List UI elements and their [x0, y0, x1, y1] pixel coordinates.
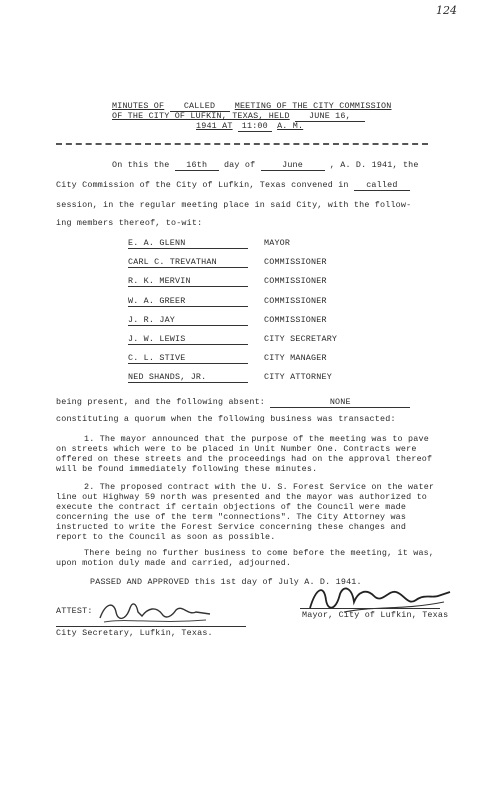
roster-title: COMMISSIONER [264, 296, 327, 306]
header-minutes-of: MINUTES OF [112, 101, 165, 111]
dashed-separator [56, 143, 428, 145]
page-number: 124 [436, 4, 457, 17]
roster-title: MAYOR [264, 238, 291, 248]
roster-row [128, 276, 428, 288]
passed-approved-line: PASSED AND APPROVED this 1st day of July A. D. 1941. [90, 577, 362, 587]
mayor-caption: Mayor, City of Lufkin, Texas [302, 610, 449, 620]
item-number: 2. [84, 482, 95, 492]
absent-line [56, 397, 410, 408]
roster-row [128, 238, 428, 250]
intro-year: , A. D. 1941, the [329, 160, 419, 170]
header-time: 11:00 [241, 121, 268, 131]
intro-month: June [282, 160, 303, 170]
intro-line-2 [56, 180, 410, 191]
adjournment-text: There being no further business to come before the meeting, it was, upon motion duly made and carried, adjourned. [56, 548, 435, 568]
roster-row [128, 353, 428, 365]
item-text: The mayor announced that the purpose of the meeting was to pave on streets which were to be placed in Unit Number One. Contracts were offered on these streets and the proceedings had on the approval thereof will be found immediately following these minutes. [56, 434, 433, 474]
roster-title: CITY SECRETARY [264, 334, 338, 344]
mayor-signature-line [300, 608, 440, 609]
roster-name: NED SHANDS, JR. [128, 372, 248, 383]
roster-name: W. A. GREER [128, 296, 248, 307]
header-city: OF THE CITY OF LUFKIN, TEXAS, HELD [112, 111, 290, 121]
business-item [56, 482, 440, 542]
attest-label: ATTEST: [56, 606, 93, 616]
header-date: JUNE 16, [309, 111, 351, 121]
roster-name: J. R. JAY [128, 315, 248, 326]
intro-line-3: session, in the regular meeting place in said City, with the follow- [56, 200, 412, 210]
roster-row [128, 315, 428, 327]
item-number: 1. [84, 434, 95, 444]
intro-day-of: day of [223, 160, 256, 170]
intro-day: 16th [186, 160, 208, 170]
header-am: A. M. [277, 121, 304, 131]
intro-line-4: ing members thereof, to-wit: [56, 218, 203, 228]
roster-row [128, 334, 428, 346]
item-text: The proposed contract with the U. S. Forest Service on the water line out Highway 59 north was presented and the mayor was authorized to execute the contract if certain objections of the Council were made concerning the use of the term "connections". The City Attorney was instructed to write the Forest Service concerning these changes and report to the Council as soon as possible. [56, 482, 435, 542]
header-line-3 [196, 121, 303, 132]
secretary-signature [96, 598, 216, 626]
absent-label: being present, and the following absent: [56, 397, 266, 407]
intro-on-this: On this the [112, 160, 170, 170]
roster-name: R. K. MERVIN [128, 276, 248, 287]
header-meeting-of: MEETING OF THE CITY COMMISSION [234, 101, 392, 111]
absent-value: NONE [329, 397, 351, 407]
header-meeting-type: CALLED [183, 101, 216, 111]
roster-row [128, 372, 428, 384]
header-year-at: 1941 AT [196, 121, 233, 131]
roster-title: COMMISSIONER [264, 257, 327, 267]
roster-title: CITY MANAGER [264, 353, 327, 363]
quorum-line: constituting a quorum when the following business was transacted: [56, 414, 396, 424]
roster-name: J. W. LEWIS [128, 334, 248, 345]
intro-convened: City Commission of the City of Lufkin, Texas convened in [56, 180, 349, 190]
secretary-caption: City Secretary, Lufkin, Texas. [56, 628, 213, 638]
intro-session-type: called [366, 180, 398, 190]
business-item [56, 434, 440, 474]
secretary-signature-line [56, 626, 246, 627]
intro-line-1 [112, 160, 419, 171]
roster-name: E. A. GLENN [128, 238, 248, 249]
roster-name: C. L. STIVE [128, 353, 248, 364]
roster-name: CARL C. TREVATHAN [128, 257, 248, 268]
roster-title: COMMISSIONER [264, 315, 327, 325]
roster-row [128, 296, 428, 308]
roster-title: CITY ATTORNEY [264, 372, 332, 382]
roster-title: COMMISSIONER [264, 276, 327, 286]
roster-row [128, 257, 428, 269]
